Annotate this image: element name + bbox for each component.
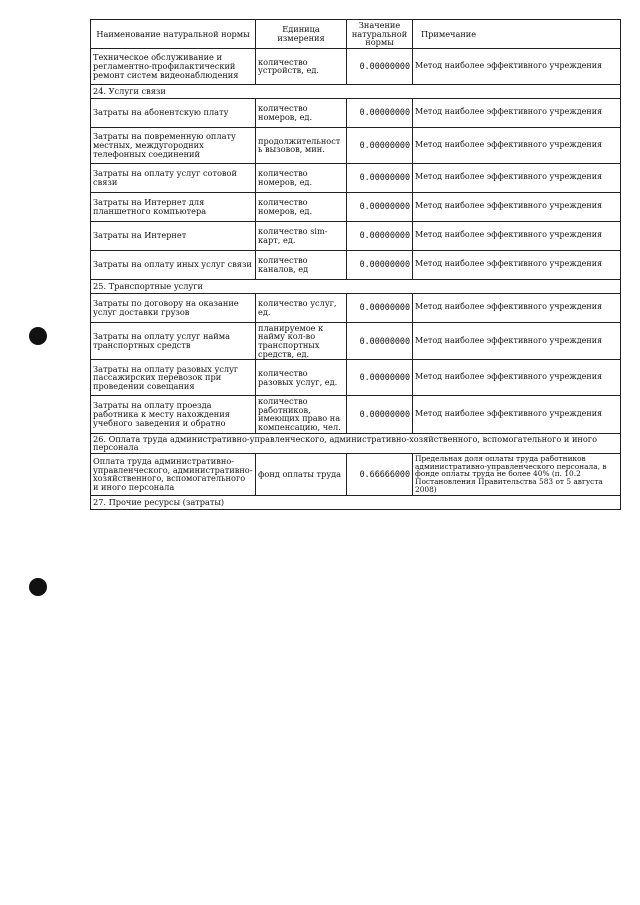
norm-unit: количество каналов, ед — [256, 250, 347, 279]
norm-unit: продолжительность вызовов, мин. — [256, 127, 347, 163]
norm-value: 0.00000000 — [347, 163, 413, 192]
norm-unit: количество номеров, ед. — [256, 163, 347, 192]
section-title: 25. Транспортные услуги — [91, 279, 621, 293]
norm-note: Метод наиболее эффективного учреждения — [413, 293, 621, 322]
punch-hole-bottom — [29, 578, 47, 596]
norm-value: 0.00000000 — [347, 250, 413, 279]
norm-value: 0.00000000 — [347, 322, 413, 359]
norm-name: Затраты на оплату проезда работника к месту нахождения учебного заведения и обратно — [91, 396, 256, 433]
norm-name: Затраты на повременную оплату местных, междугородних телефонных соединений — [91, 127, 256, 163]
norm-name: Техническое обслуживание и регламентно-профилактический ремонт систем видеонаблюдения — [91, 48, 256, 84]
section-title: 27. Прочие ресурсы (затраты) — [91, 495, 621, 509]
norm-name: Затраты на Интернет для планшетного компьютера — [91, 192, 256, 221]
norm-value: 0.00000000 — [347, 293, 413, 322]
norm-unit: количество sim-карт, ед. — [256, 221, 347, 250]
norm-note: Метод наиболее эффективного учреждения — [413, 360, 621, 396]
norm-value: 0.00000000 — [347, 221, 413, 250]
norm-name: Оплата труда административно-управленческого, административно-хозяйственного, вспомогательного и иного персонала — [91, 453, 256, 495]
table-row — [91, 322, 621, 359]
header-value: Значение натуральной нормы — [347, 20, 413, 49]
norm-note: Метод наиболее эффективного учреждения — [413, 48, 621, 84]
norm-value: 0.00000000 — [347, 396, 413, 433]
table-row — [91, 127, 621, 163]
table-row — [91, 98, 621, 127]
norm-name: Затраты на абонентскую плату — [91, 98, 256, 127]
norm-unit: планируемое к найму кол-во транспортных средств, ед. — [256, 322, 347, 359]
norm-note: Метод наиболее эффективного учреждения — [413, 250, 621, 279]
norm-value: 0.00000000 — [347, 98, 413, 127]
table-row — [91, 163, 621, 192]
table-row — [91, 293, 621, 322]
norm-note: Метод наиболее эффективного учреждения — [413, 163, 621, 192]
norm-name: Затраты по договору на оказание услуг доставки грузов — [91, 293, 256, 322]
section-row — [91, 279, 621, 293]
norm-unit: количество услуг, ед. — [256, 293, 347, 322]
norm-name: Затраты на оплату иных услуг связи — [91, 250, 256, 279]
norm-name: Затраты на Интернет — [91, 221, 256, 250]
norm-note: Метод наиболее эффективного учреждения — [413, 192, 621, 221]
norm-note: Метод наиболее эффективного учреждения — [413, 396, 621, 433]
header-unit: Единица измерения — [256, 20, 347, 49]
norm-note: Метод наиболее эффективного учреждения — [413, 221, 621, 250]
norm-unit: количество устройств, ед. — [256, 48, 347, 84]
section-row — [91, 495, 621, 509]
norm-note: Предельная доля оплаты труда работников административно-управленческого персонала, в фонде оплаты труда не более 40% (п. 10.2 Постановления Правительства 583 от 5 августа 2008) — [413, 453, 621, 495]
norm-unit: количество номеров, ед. — [256, 98, 347, 127]
table-header-row — [91, 20, 621, 49]
norm-unit: количество номеров, ед. — [256, 192, 347, 221]
table-row — [91, 221, 621, 250]
table-row — [91, 48, 621, 84]
norm-value: 0.00000000 — [347, 48, 413, 84]
norm-value: 0.00000000 — [347, 360, 413, 396]
norm-unit: фонд оплаты труда — [256, 453, 347, 495]
norm-unit: количество разовых услуг, ед. — [256, 360, 347, 396]
section-title: 24. Услуги связи — [91, 84, 621, 98]
header-note: Примечание — [413, 20, 621, 49]
norm-note: Метод наиболее эффективного учреждения — [413, 322, 621, 359]
section-row — [91, 433, 621, 453]
table-row — [91, 250, 621, 279]
table-row — [91, 192, 621, 221]
norm-name: Затраты на оплату услуг сотовой связи — [91, 163, 256, 192]
header-name: Наименование натуральной нормы — [91, 20, 256, 49]
table-row — [91, 453, 621, 495]
table-row — [91, 360, 621, 396]
natural-norms-table — [90, 19, 621, 510]
section-title: 26. Оплата труда административно-управленческого, административно-хозяйственного, вспомогательного и иного персонала — [91, 433, 621, 453]
table-row — [91, 396, 621, 433]
norm-value: 0.00000000 — [347, 192, 413, 221]
norm-value: 0.66666000 — [347, 453, 413, 495]
punch-hole-top — [29, 327, 47, 345]
norm-name: Затраты на оплату разовых услуг пассажирских перевозок при проведении совещания — [91, 360, 256, 396]
norm-note: Метод наиболее эффективного учреждения — [413, 127, 621, 163]
norm-name: Затраты на оплату услуг найма транспортных средств — [91, 322, 256, 359]
norm-value: 0.00000000 — [347, 127, 413, 163]
norm-note: Метод наиболее эффективного учреждения — [413, 98, 621, 127]
norm-unit: количество работников, имеющих право на компенсацию, чел. — [256, 396, 347, 433]
section-row — [91, 84, 621, 98]
